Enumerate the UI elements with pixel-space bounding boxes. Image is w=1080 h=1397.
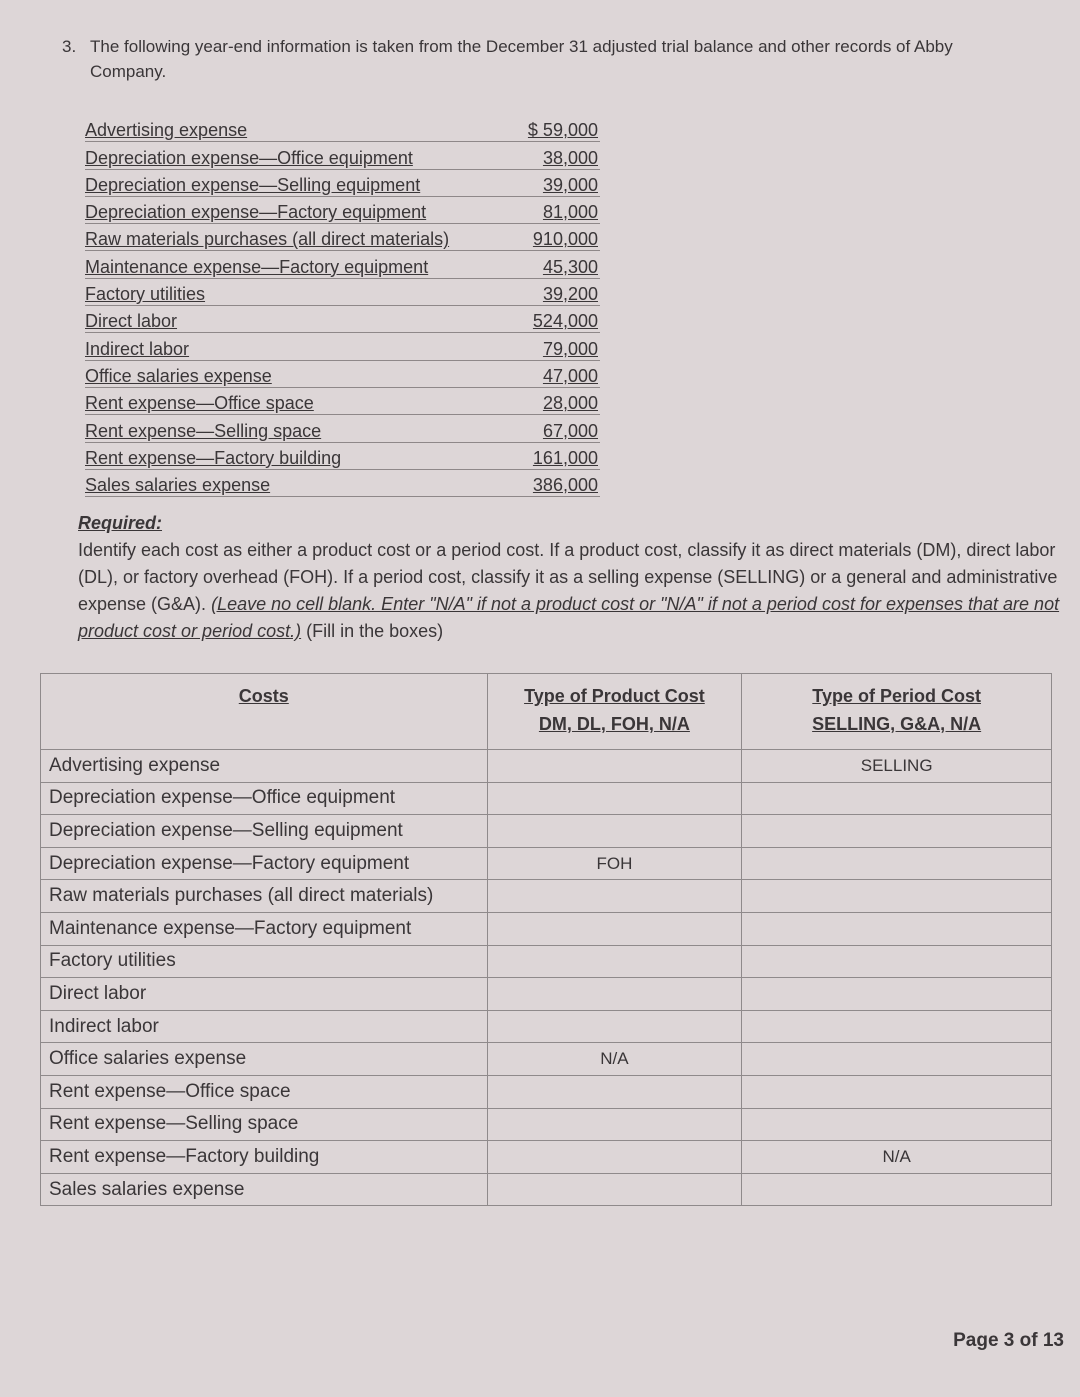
cost-cell: Depreciation expense—Selling equipment: [41, 815, 488, 848]
period-cost-input[interactable]: N/A: [742, 1141, 1052, 1174]
cost-cell: Factory utilities: [41, 945, 488, 978]
cost-cell: Depreciation expense—Office equipment: [41, 782, 488, 815]
required-heading: Required:: [78, 513, 163, 533]
ledger-row: [85, 279, 600, 306]
period-cost-input[interactable]: [742, 1010, 1052, 1043]
period-cost-input[interactable]: [742, 847, 1052, 880]
table-row: [41, 880, 1052, 913]
period-cost-input[interactable]: [742, 945, 1052, 978]
cost-cell: Depreciation expense—Factory equipment: [41, 847, 488, 880]
cost-cell: Rent expense—Selling space: [41, 1108, 488, 1141]
product-cost-header: [487, 674, 742, 750]
product-cost-input[interactable]: [487, 978, 742, 1011]
ledger-row: [85, 115, 600, 142]
ledger-row: [85, 415, 600, 442]
table-row: [41, 750, 1052, 783]
cost-cell: Rent expense—Office space: [41, 1075, 488, 1108]
ledger-row: [85, 306, 600, 333]
period-cost-input[interactable]: [742, 782, 1052, 815]
table-row: [41, 1108, 1052, 1141]
ledger-label: Rent expense—Office space: [85, 393, 314, 414]
period-header-title: Type of Period Cost: [812, 686, 981, 706]
ledger-row: [85, 224, 600, 251]
ledger-label: Advertising expense: [85, 120, 248, 141]
period-cost-input[interactable]: [742, 1108, 1052, 1141]
table-row: [41, 978, 1052, 1011]
cost-cell: Advertising expense: [41, 750, 488, 783]
question-text: The following year-end information is taken from the December 31 adjusted trial balance and other records of Abby Company.: [90, 37, 953, 81]
ledger-row: [85, 470, 600, 497]
trial-balance-list: [85, 115, 600, 497]
costs-header: [41, 674, 488, 750]
ledger-row: [85, 251, 600, 278]
period-cost-header: [742, 674, 1052, 750]
ledger-amount: 47,000: [542, 365, 598, 386]
ledger-label: Factory utilities: [85, 284, 206, 305]
period-cost-input[interactable]: [742, 912, 1052, 945]
ledger-amount: 67,000: [542, 420, 598, 441]
table-row: [41, 782, 1052, 815]
table-row: [41, 1173, 1052, 1206]
question-number: 3.: [62, 37, 77, 56]
product-cost-input[interactable]: [487, 1173, 742, 1206]
table-row: [41, 815, 1052, 848]
product-cost-input[interactable]: [487, 815, 742, 848]
product-cost-input[interactable]: N/A: [487, 1043, 742, 1076]
ledger-amount: 81,000: [542, 202, 598, 223]
cost-cell: Raw materials purchases (all direct materials): [41, 880, 488, 913]
ledger-label: Raw materials purchases (all direct materials): [85, 229, 450, 250]
product-cost-input[interactable]: [487, 750, 742, 783]
period-cost-input[interactable]: [742, 1075, 1052, 1108]
product-cost-input[interactable]: FOH: [487, 847, 742, 880]
classification-table: [40, 673, 1052, 1206]
product-cost-input[interactable]: [487, 1010, 742, 1043]
ledger-label: Indirect labor: [85, 338, 190, 359]
ledger-amount: 28,000: [542, 393, 598, 414]
period-cost-input[interactable]: [742, 1043, 1052, 1076]
cost-cell: Maintenance expense—Factory equipment: [41, 912, 488, 945]
period-cost-input[interactable]: [742, 880, 1052, 913]
ledger-label: Sales salaries expense: [85, 475, 271, 496]
ledger-row: [85, 388, 600, 415]
ledger-amount: 38,000: [542, 147, 598, 168]
period-cost-input[interactable]: [742, 815, 1052, 848]
product-cost-input[interactable]: [487, 1075, 742, 1108]
table-row: [41, 847, 1052, 880]
cost-cell: Sales salaries expense: [41, 1173, 488, 1206]
required-instructions: Identify each cost as either a product cost or a period cost. If a product cost, classify it as direct materials (DM), direct labor (DL), or factory overhead (FOH). If a period cost, classify it as a selling expense (SELLING) or a general and administrative expense (G&A).: [78, 540, 1058, 614]
required-italic-note: (Leave no cell blank. Enter "N/A" if not a product cost or "N/A" if not a period cost for expenses that are not product cost or period cost.): [78, 594, 1060, 641]
cost-cell: Direct labor: [41, 978, 488, 1011]
product-cost-input[interactable]: [487, 782, 742, 815]
table-row: [41, 1043, 1052, 1076]
period-cost-input[interactable]: [742, 978, 1052, 1011]
ledger-row: [85, 142, 600, 169]
ledger-label: Depreciation expense—Selling equipment: [85, 174, 421, 195]
ledger-label: Direct labor: [85, 311, 178, 332]
page-number: Page 3 of 13: [953, 1330, 1064, 1351]
product-cost-input[interactable]: [487, 912, 742, 945]
table-row: [41, 1010, 1052, 1043]
cost-cell: Indirect labor: [41, 1010, 488, 1043]
ledger-amount: 79,000: [542, 338, 598, 359]
ledger-row: [85, 333, 600, 360]
ledger-row: [85, 170, 600, 197]
ledger-label: Office salaries expense: [85, 365, 272, 386]
ledger-row: [85, 197, 600, 224]
table-row: [41, 945, 1052, 978]
cost-cell: Rent expense—Factory building: [41, 1141, 488, 1174]
ledger-label: Rent expense—Factory building: [85, 447, 342, 468]
table-row: [41, 1075, 1052, 1108]
period-cost-input[interactable]: [742, 1173, 1052, 1206]
product-cost-input[interactable]: [487, 945, 742, 978]
product-cost-input[interactable]: [487, 880, 742, 913]
ledger-amount: 45,300: [542, 256, 598, 277]
table-row: [41, 1141, 1052, 1174]
ledger-label: Rent expense—Selling space: [85, 420, 322, 441]
ledger-label: Depreciation expense—Office equipment: [85, 147, 413, 168]
costs-header-label: Costs: [238, 686, 289, 706]
ledger-label: Depreciation expense—Factory equipment: [85, 202, 427, 223]
product-cost-input[interactable]: [487, 1108, 742, 1141]
ledger-amount: $ 59,000: [527, 120, 598, 141]
product-header-options: DM, DL, FOH, N/A: [538, 714, 690, 734]
ledger-amount: 161,000: [532, 447, 598, 468]
ledger-row: [85, 443, 600, 470]
ledger-amount: 910,000: [532, 229, 598, 250]
ledger-row: [85, 361, 600, 388]
ledger-label: Maintenance expense—Factory equipment: [85, 256, 429, 277]
period-header-options: SELLING, G&A, N/A: [812, 714, 982, 734]
product-cost-input[interactable]: [487, 1141, 742, 1174]
table-row: [41, 912, 1052, 945]
question-intro: [62, 34, 1002, 84]
required-section: [78, 510, 1063, 645]
table-header-row: [41, 674, 1052, 750]
ledger-amount: 386,000: [532, 475, 598, 496]
period-cost-input[interactable]: SELLING: [742, 750, 1052, 783]
product-header-title: Type of Product Cost: [524, 686, 705, 706]
cost-cell: Office salaries expense: [41, 1043, 488, 1076]
ledger-amount: 39,200: [542, 284, 598, 305]
ledger-amount: 524,000: [532, 311, 598, 332]
required-fill-note: (Fill in the boxes): [306, 621, 444, 641]
ledger-amount: 39,000: [542, 174, 598, 195]
